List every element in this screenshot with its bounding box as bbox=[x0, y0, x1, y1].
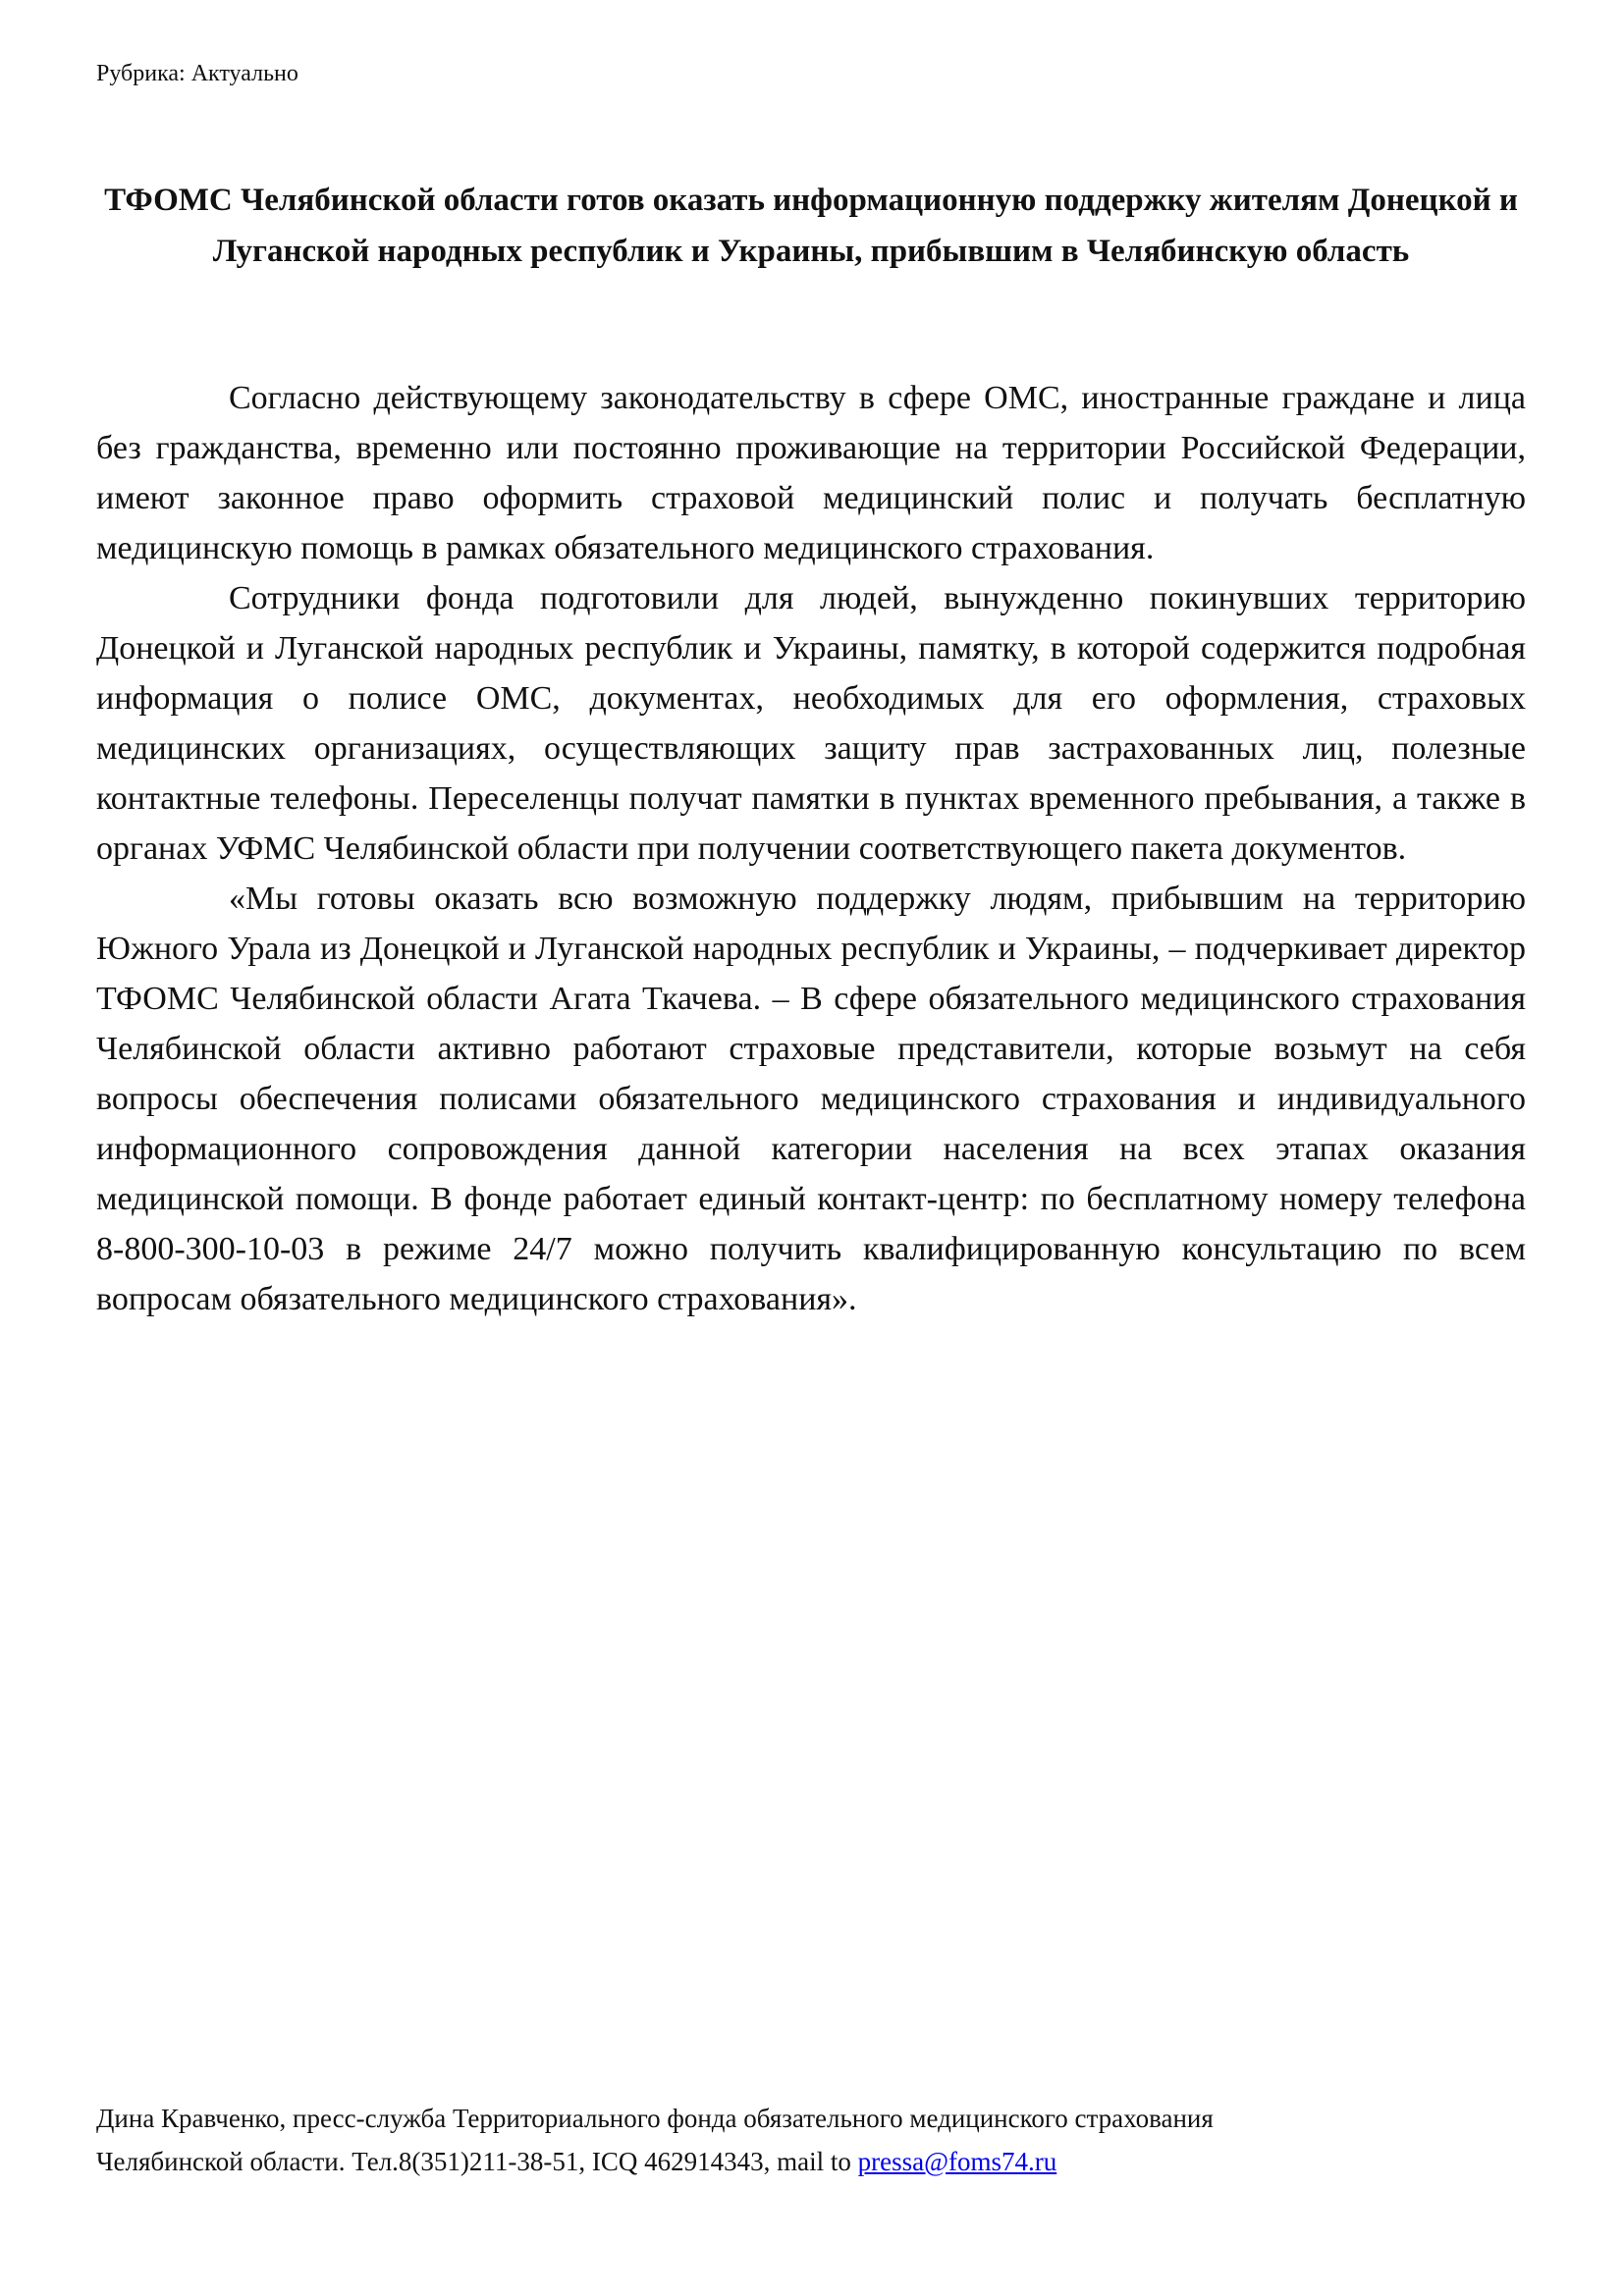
paragraph-3: «Мы готовы оказать всю возможную поддержку людям, прибывшим на территорию Южного Урала из Донецкой и Луганской народных республик и Украины, – подчеркивает директор ТФОМС Челябинской области Агата Ткачева. – В сфере обязательного медицинского страхования Челябинской области активно работают страховые представители, которые возьмут на себя вопросы обеспечения полисами обязательного медицинского страхования и индивидуального информационного сопровождения данной категории населения на всех этапах оказания медицинской помощи. В фонде работает единый контакт-центр: по бесплатному номеру телефона 8-800-300-10-03 в режиме 24/7 можно получить квалифицированную консультацию по всем вопросам обязательного медицинского страхования». bbox=[96, 881, 1526, 1317]
paragraph-1: Согласно действующему законодательству в сфере ОМС, иностранные граждане и лица без гражданства, временно или постоянно проживающие на территории Российской Федерации, имеют законное право оформить страховой медицинский полис и получать бесплатную медицинскую помощь в рамках обязательного медицинского страхования. bbox=[96, 380, 1526, 566]
article-body bbox=[96, 373, 1526, 1324]
paragraph-2: Сотрудники фонда подготовили для людей, вынужденно покинувших территорию Донецкой и Луганской народных республик и Украины, памятку, в которой содержится подробная информация о полисе ОМС, документах, необходимых для его оформления, страховых медицинских организациях, осуществляющих защиту прав застрахованных лиц, полезные контактные телефоны. Переселенцы получат памятки в пунктах временного пребывания, а также в органах УФМС Челябинской области при получении соответствующего пакета документов. bbox=[96, 580, 1526, 867]
footer-line-2 bbox=[96, 2140, 1526, 2183]
email-link[interactable]: pressa@foms74.ru bbox=[857, 2147, 1057, 2176]
rubric-label: Рубрика: Актуально bbox=[96, 61, 298, 86]
footer-line-1: Дина Кравченко, пресс-служба Территориального фонда обязательного медицинского страхования bbox=[96, 2104, 1214, 2133]
article-title: ТФОМС Челябинской области готов оказать информационную поддержку жителям Донецкой и Луганской народных республик и Украины, прибывшим в Челябинскую область bbox=[104, 183, 1518, 269]
press-contact-footer bbox=[96, 2097, 1526, 2183]
footer-contact-text: Челябинской области. Тел.8(351)211-38-51, ICQ 462914343, mail to bbox=[96, 2147, 858, 2176]
